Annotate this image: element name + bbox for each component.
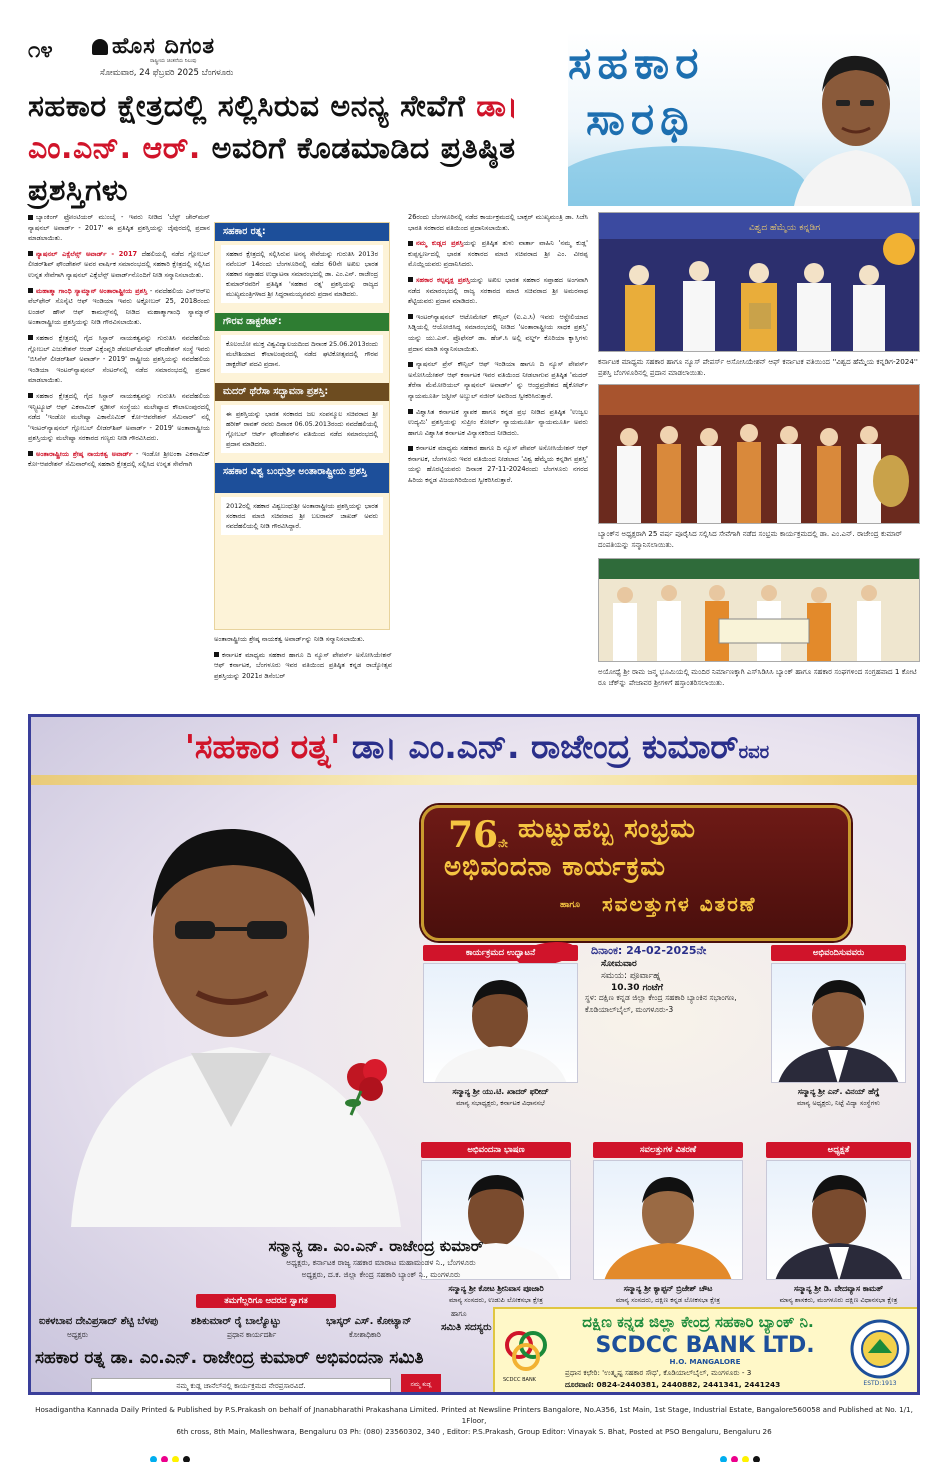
welcome-label: ತಮಗೆಲ್ಲರಿಗೂ ಆದರದ ಸ್ವಾಗತ (196, 1294, 336, 1308)
event-line3: ಸವಲತ್ತುಗಳ ವಿತರಣೆ (602, 892, 757, 916)
sidebox-body: ಸಹಕಾರ ಕ್ಷೇತ್ರದಲ್ಲಿ ಸಲ್ಲಿಸಿರುವ ಅನನ್ಯ ಸೇವೆಯನ್ನು ಗುರುತಿಸಿ 2013ರ ನವೆಂಬರ್ 14ರಂದು ಬೆಂಗಳೂರಿನಲ್ಲಿ ನಡೆದ 60ನೇ ಅಖಿಲ ಭಾರತ ಸಹಕಾರ ಸಪ್ತಾಹದ ಉದ್ಘಾಟನಾ ಸಮಾರಂಭದಲ್ಲಿ ಡಾ. ಎಂ.ಎನ್. ರಾಜೇಂದ್ರ ಕುಮಾರ್‌ರವರಿಗೆ ಪ್ರತಿಷ್ಠಿತ 'ಸಹಕಾರ ರತ್ನ' ಪ್ರಶಸ್ತಿಯನ್ನು ರಾಜ್ಯದ ಮುಖ್ಯಮಂತ್ರಿಗಳಾದ ಶ್ರೀ ಸಿದ್ಧರಾಮಯ್ಯನವರು ಪ್ರದಾನ ಮಾಡಿದರು. (221, 245, 383, 303)
guest-name: ಸನ್ಮಾನ್ಯ ಶ್ರೀ ಎನ್. ವಿನಯ್ ಹೆಗ್ಡೆ (797, 1087, 880, 1096)
guest-role-label: ಅಧ್ಯಕ್ಷತೆ (766, 1142, 911, 1158)
event-venue: ಸ್ಥಳ: ದಕ್ಷಿಣ ಕನ್ನಡ ಜಿಲ್ಲಾ ಕೇಂದ್ರ ಸಹಕಾರಿ ಬ್ಯಾಂಕಿನ ಸಭಾಂಗಣ, ಕೊಡಿಯಾಲ್‌ಬೈಲ್, ಮಂಗಳೂರು-3 (585, 993, 737, 1014)
sidebox-heading: ಗೌರವ ಡಾಕ್ಟರೇಟ್: (215, 313, 389, 331)
guest-photo (771, 963, 906, 1083)
channel-logo: ನಮ್ಮ ಕುಡ್ಲ (401, 1374, 441, 1395)
guest-designation: ಮಾನ್ಯ ಶಾಸಕರು, ಮಂಗಳೂರು ದಕ್ಷಿಣ ವಿಧಾನಸಭಾ ಕ್ಷೇತ್ರ (779, 1296, 898, 1304)
headline-highlight: ಡಾ। ಎಂ.ಎನ್. ಆರ್. (28, 89, 519, 166)
event-and: ಹಾಗೂ (560, 900, 581, 910)
bullet-icon (408, 446, 413, 451)
sidebox-heading: ಮದರ್ ಥೆರೆಸಾ ಸದ್ಭಾವನಾ ಪ್ರಶಸ್ತಿ: (215, 383, 389, 401)
welcome-section (31, 1294, 501, 1395)
imprint-line: Hosadigantha Kannada Daily Printed & Published by P.S.Prakash on behalf of Jnanabharathi Prakashana Limited. Printed at Newsline Printers Bangalore, No.A356, 1st Main, 1st Stage, Industrial Estate, Bangalore560058 and Published at No. 1/1, 1Floor, (35, 1405, 913, 1425)
color-registration-marks (150, 1448, 194, 1462)
article-paragraph: ಸಹಕಾರ ಕ್ಷೇತ್ರದಲ್ಲಿ ಗೈದ ಸಿಸ್ಟಾರ್ ನಾಯಕತ್ವವನ್ನು ಗುರುತಿಸಿ ನವದೆಹಲಿಯ ಗ್ಲೋಬಲ್ ಎಜುಕೇಶನ್ ಆಂಡ್ ಎಕ್ಸೆಂಪ್ಲರಿ ಡೆವಲಪ್‌ಮೆಂಟ್ ಫೌಂಡೇಶನ್ ಸಂಸ್ಥೆ ಇವರು 'ಬಿಸಿನೆಸ್ ಲೀಡರ್‌ಶಿಪ್ ಅವಾರ್ಡ್ - 2019' ರಾಷ್ಟ್ರೀಯ ಪ್ರಶಸ್ತಿಯನ್ನು ನವದೆಹಲಿಯ ಇಂಡಿಯಾ ಇಂಟರ್‌ನ್ಯಾಷನಲ್ ಸೆಂಟರ್‌ನಲ್ಲಿ ನಡೆದ ಸಮಾರಂಭದಲ್ಲಿ ಪ್ರದಾನ ಮಾಡಲಾಯಿತು. (28, 333, 210, 385)
page-number: ೧೪ (28, 38, 53, 63)
article-column-3 (408, 212, 588, 491)
bullet-icon (28, 335, 33, 340)
rose-icon (331, 1047, 401, 1117)
event-date-box (591, 944, 771, 994)
print-line (28, 1404, 920, 1437)
guest-name: ಸನ್ಮಾನ್ಯ ಶ್ರೀ ಕ್ಯಾಪ್ಟನ್ ಬ್ರಿಜೇಶ್ ಚೌಟ (623, 1284, 713, 1293)
color-registration-marks (720, 1448, 764, 1462)
award-ceremony-photo-1 (598, 212, 920, 352)
article-paragraph: ಸಹಕಾರ ಕ್ಷೇತ್ರದಲ್ಲಿ ಗೈದ ಸಿಸ್ಟಾರ್ ನಾಯಕತ್ವವನ್ನು ಗುರುತಿಸಿ ನವದೆಹಲಿಯ ಇನ್ಸ್ಟಿಟ್ಯೂಟ್ ಆಫ್ ಎಕನಾಮಿಕ್ ಸ್ಟಡೀಸ್ ಸಂಸ್ಥೆಯು ಮಲೇಷ್ಯಾದ ಕೌಲಾಲಂಪುರದಲ್ಲಿ ನಡೆದ 'ಇಂಡೋ ಮಲೇಷ್ಯಾ ಎಕಾನೊಮಿಕ್ ಕೋ-ಆಪರೇಶನ್ ಸೆಮಿನಾರ್' ನಲ್ಲಿ 'ಇಂಟರ್‌ನ್ಯಾಷನಲ್ ಗ್ಲೋಬಲ್ ಲೀಡರ್‌ಶಿಪ್ ಅವಾರ್ಡ್ - 2019' ಅಂತಾರಾಷ್ಟ್ರೀಯ ಪ್ರಶಸ್ತಿಯನ್ನು ಮಲೇಷ್ಯಾ ಸರಕಾರದ ಗಣ್ಯರು ನೀಡಿ ಗೌರವಿಸಿದರು. (28, 391, 210, 443)
sahakara-sarathi-banner (568, 32, 920, 206)
welcome-role: ಕೋಶಾಧಿಕಾರಿ (349, 1330, 381, 1339)
guest-name: ಸನ್ಮಾನ್ಯ ಶ್ರೀ ಯು.ಟಿ. ಖಾದರ್ ಫರೀದ್ (452, 1087, 549, 1096)
welcome-and: ಹಾಗೂ (451, 1310, 467, 1318)
article-paragraph: ನ್ಯಾಷನಲ್ ಪ್ರೆಸ್ ಕೌನ್ಸಿಲ್ ಆಫ್ ಇಂಡಿಯಾ ಹಾಗೂ ದಿ ನ್ಯೂಸ್ ಪೇಪರ್ಸ್ ಅಸೋಸಿಯೇಶನ್ ಆಫ್ ಕರ್ನಾಟಕ ಇವರ ವತಿಯಿಂದ ನೀಡಲಾಗುವ ಪ್ರತಿಷ್ಠಿತ 'ಮದರ್ ತೆರೆಸಾ ಮೆಮೋರಿಯಲ್ ನ್ಯಾಷನಲ್ ಅವಾರ್ಡ್' ನ್ನು ಆಂಧ್ರಪ್ರದೇಶದ ಹೈಕೋರ್ಟ್ ನ್ಯಾಯಮೂರ್ತಿ ಜಸ್ಟೀಸ್ ಅಬ್ದುಲ್ ನಜೀರ್ ಅವರಿಂದ ಸ್ವೀಕರಿಸಿರುತ್ತಾರೆ. (408, 360, 588, 400)
bank-logo-icon (501, 1325, 551, 1375)
guest-card-speaker (421, 1142, 571, 1305)
guest-photo (766, 1160, 911, 1280)
guest-card-inaugurator (423, 945, 578, 1108)
photo-caption-2: ಬ್ಯಾಂಕ್‌ನ ಅಧ್ಯಕ್ಷರಾಗಿ 25 ವರ್ಷ ಪೂರೈಸಿದ ಸಲ್ಲಿಸಿದ ಸೇವೆಗಾಗಿ ನಡೆದ ಸಂಭ್ರಮ ಕಾರ್ಯಕ್ರಮದಲ್ಲಿ ಡಾ. ಎಂ.ಎನ್. ರಾಜೇಂದ್ರ ಕುಮಾರ್ ದಂಪತಿಯನ್ನು ಸನ್ಮಾನಿಸಲಾಯಿತು. (598, 529, 903, 549)
welcome-name: ಐಕಳಬಾವ ದೇವಿಪ್ರಸಾದ್ ಶೆಟ್ಟಿ ಬೆಳಪು (39, 1316, 159, 1327)
article-paragraph: ಕರ್ನಾಟಕ ಮಾಧ್ಯಮ ಸಹಕಾರ ಹಾಗೂ ದಿ ನ್ಯೂಸ್ ಪೇಪರ್ಸ್ ಅಸೋಸಿಯೇಶನ್ ಆಫ್ ಕರ್ನಾಟಕ, ಬೆಂಗಳೂರು ಇವರ ವತಿಯಿಂದ ಪ್ರತಿಷ್ಠಿತ ಕನ್ನಡ ರಾಜ್ಯೋತ್ಸವ ಪ್ರಶಸ್ತಿಯನ್ನು 2021ರ ಡಿಸೆಂಬರ್ (214, 650, 392, 680)
bank-phone: ದೂರವಾಣಿ: 0824-2440381, 2440882, 2441341, 2441243 (565, 1380, 781, 1389)
bullet-icon (408, 409, 413, 414)
guest-role-label: ಕಾರ್ಯಕ್ರಮದ ಉದ್ಘಾಟನೆ (423, 945, 578, 961)
article-paragraph: ಅಂತಾರಾಷ್ಟ್ರೀಯ ಶ್ರೇಷ್ಠ ನಾಯಕತ್ವ ಅವಾರ್ಡ್‌ನ್ನು ನೀಡಿ ಸನ್ಮಾನಿಸಲಾಯಿತು. (214, 635, 365, 643)
birthday-advertisement (28, 714, 920, 1395)
article-column-1 (28, 212, 210, 475)
welcome-role: ಪ್ರಧಾನ ಕಾರ್ಯದರ್ಶಿ (227, 1330, 277, 1339)
event-time: 10.30 ಗಂಟೆಗೆ (611, 983, 663, 993)
event-date: ದಿನಾಂಕ: 24-02-2025ನೇ (591, 944, 707, 957)
event-line1: ಹುಟ್ಟುಹಬ್ಬ ಸಂಭ್ರಮ (518, 814, 696, 844)
bank-seal-text: ESTD:1913 (863, 1380, 897, 1387)
event-day: ಸೋಮವಾರ (601, 959, 637, 969)
sidebox-heading: ಸಹಕಾರ ವಿಶ್ವ ಬಂಧುಶ್ರೀ ಅಂತಾರಾಷ್ಟ್ರೀಯ ಪ್ರಶಸ್ತಿ (215, 463, 389, 493)
bullet-icon (28, 451, 33, 456)
guest-photo (423, 963, 578, 1083)
hero-role: ಅಧ್ಯಕ್ಷರು, ದ.ಕ. ಜಿಲ್ಲಾ ಕೇಂದ್ರ ಸಹಕಾರಿ ಬ್ಯಾಂಕ್ ನಿ., ಮಂಗಳೂರು (301, 1270, 461, 1279)
award-ceremony-photo-2 (598, 384, 920, 524)
photo-caption-1: ಕರ್ನಾಟಕ ಮಾಧ್ಯಮ ಸಹಕಾರ ಹಾಗೂ ನ್ಯೂಸ್ ಪೇಪರ್ಸ್ ಅಸೋಸಿಯೇಶನ್ ಆಫ್ ಕರ್ನಾಟಕ ವತಿಯಿಂದ ''ವಿಶ್ವದ ಹೆಮ್ಮೆಯ ಕನ್ನಡಿಗ-2024'' ಪ್ರಶಸ್ತಿ ಬೆಂಗಳೂರಿನಲ್ಲಿ ಪ್ರದಾನ ಮಾಡಲಾಯಿತು. (598, 357, 918, 377)
bullet-icon (214, 652, 219, 657)
bullet-icon (28, 215, 33, 220)
dateline: ಸೋಮವಾರ, 24 ಫೆಬ್ರವರಿ 2025 ಬೆಂಗಳೂರು (100, 68, 234, 78)
sidebox-body: 2012ರಲ್ಲಿ ಸಹಕಾರ ವಿಶ್ವಬಂಧುಶ್ರೀ ಅಂತಾರಾಷ್ಟ್ರೀಯ ಪ್ರಶಸ್ತಿಯನ್ನು ಭಾರತ ಸರಕಾರದ ಮಾಜಿ ಸಚಿವರಾದ ಶ್ರೀ ಬಲರಾಮ್ ಜಾಖಡ್ ಅವರು ನವದೆಹಲಿಯಲ್ಲಿ ನೀಡಿ ಗೌರವಿಸಿದ್ದಾರೆ. (221, 497, 383, 535)
guest-card-distributor (593, 1142, 743, 1305)
bullet-icon (28, 288, 33, 293)
bank-sponsor-box (493, 1307, 920, 1395)
banner-line1: ಸಹಕಾರ (568, 38, 705, 89)
bank-address: ಪ್ರಧಾನ ಕಛೇರಿ: 'ಉತ್ಕೃಷ್ಟ ಸಹಕಾರ ಸೌಧ', ಕೊಡಿಯಾಲ್‌ಬೈಲ್, ಮಂಗಳೂರು - 3 (565, 1368, 752, 1377)
article-paragraph: ನ್ಯಾಷನಲ್ ಎಕ್ಸೆಲೆನ್ಸ್ ಅವಾರ್ಡ್ - 2017 ದೆಹಲಿಯಲ್ಲಿ ನಡೆದ ಗ್ಲೋಬಲ್ ಲೀಡರ್‌ಶಿಪ್ ಫೌಂಡೇಶನ್ ಅವರ ವಾರ್ಷಿಕ ಸಮಾರಂಭದಲ್ಲಿ ಸಹಕಾರಿ ಕ್ಷೇತ್ರದಲ್ಲಿ ಸಲ್ಲಿಸಿದ ಉನ್ನತ ಸೇವೆಗಾಗಿ ನ್ಯಾಷನಲ್ ಎಕ್ಸೆಲೆನ್ಸ್ ಅವಾರ್ಡ್‌ನೊಂದಿಗೆ ನೀಡಿ ಸನ್ಮಾನಿಸಲಾಯಿತು. (28, 249, 210, 279)
article-paragraph: ಅಂತಾರಾಷ್ಟ್ರೀಯ ಶ್ರೇಷ್ಠ ನಾಯಕತ್ವ ಅವಾರ್ಡ್ - ಇಂಡೋ ಶ್ರೀಲಂಕಾ ಎಕನಾಮಿಕ್ ಕೋ-ಆಪರೇಶನ್ ಸೆಮಿನಾರ್‌ನಲ್ಲಿ ಸಹಕಾರಿ ಕ್ಷೇತ್ರದಲ್ಲಿ ಸಲ್ಲಿಸಿದ ಉನ್ನತ ಸೇವೆಗಾಗಿ (28, 449, 210, 469)
bullet-icon (408, 362, 413, 367)
hero-role: ಅಧ್ಯಕ್ಷರು, ಕರ್ನಾಟಕ ರಾಜ್ಯ ಸಹಕಾರ ಮಾರಾಟ ಮಹಾಮಂಡಳ ನಿ., ಬೆಂಗಳೂರು (286, 1258, 476, 1267)
stage-banner-text: ವಿಶ್ವದ ಹೆಮ್ಮೆಯ ಕನ್ನಡಿಗ (749, 223, 821, 233)
article-paragraph: ಕರ್ನಾಟಕ ಮಾಧ್ಯಮ ಸಹಕಾರ ಹಾಗೂ ದಿ ನ್ಯೂಸ್ ಪೇಪರ್ ಅಸೋಸಿಯೇಶನ್ ಆಫ್ ಕರ್ನಾಟಕ, ಬೆಂಗಳೂರು ಇವರ ವತಿಯಿಂದ ನೀಡಲಾದ 'ವಿಶ್ವ ಹೆಮ್ಮೆಯ ಕನ್ನಡಿಗ ಪ್ರಶಸ್ತಿ' ಯನ್ನು ಹೊರಟ್ಟಿಯವರು ದಿನಾಂಕ 27-11-2024ರಂದು ಬೆಂಗಳೂರು ನಗರದ ಹಿರಿಯ ಕನ್ನಡ ವಿಜಯಗಿರಿಯಿಂದ ಸ್ವೀಕರಿಸಿರುತ್ತಾರೆ. (408, 444, 588, 485)
imprint-line: 6th cross, 8th Main, Malleshwara, Bengaluru 03 Ph: (080) 23560302, 340 , Editor: P.S.Prakash, Group Editor: Vinayak S. Bhat, Posted at PSO Bengaluru, Bengaluru 26 (176, 1427, 772, 1436)
bullet-icon (28, 251, 33, 256)
article-paragraph: ನಮ್ಮ ಕುಡ್ಲದ ಪ್ರಶಸ್ತಿಯನ್ನು ಪ್ರತಿಷ್ಠಿತ ತುಳು ವಾರ್ತಾ ವಾಹಿನಿ 'ನಮ್ಮ ಕುಡ್ಲ' ಕುಪ್ಪಸ್ವರ್ಣದಲ್ಲಿ ಭಾರತ ಸರಕಾರದ ಮಾಜಿ ಸಚಿವರಾದ ಶ್ರೀ ಎಂ. ವೀರಪ್ಪ ಮೊಯ್ಲಿಯವರು ಪ್ರದಾನಿಸಿದರು. (408, 239, 588, 269)
article-paragraph: ಮಹಾತ್ಮಾ ಗಾಂಧಿ ಸ್ಯಾಮ್ಮಾನ್ ಅಂತಾರಾಷ್ಟ್ರೀಯ ಪ್ರಶಸ್ತಿ - ನವದೆಹಲಿಯ ಎನ್‌ಆರ್‌ಐ ವೆಲ್‌ಫೇರ್ ಸೊಸೈಟಿ ಆಫ್ ಇಂಡಿಯಾ ಇವರು ಅಕ್ಟೋಬರ್ 25, 2018ರಂದು ಲಂಡನ್ ಹೌಸ್ ಆಫ್ ಕಾಮನ್ಸ್‌ನಲ್ಲಿ ನೀಡಿದ ಮಹಾತ್ಮಾಗಾಂಧಿ ಸ್ಯಾಮ್ಮಾನ್ ಅಂತಾರಾಷ್ಟ್ರೀಯ ಪ್ರಶಸ್ತಿಯನ್ನು ನೀಡಿ ಗೌರವಿಸಲಾಯಿತು. (28, 286, 210, 327)
sidebox-heading: ಸಹಕಾರ ರತ್ನ: (215, 223, 389, 241)
guest-designation: ಮಾನ್ಯ ಅಧ್ಯಕ್ಷರು, ನಿಟ್ಟೆ ವಿದ್ಯಾ ಸಂಸ್ಥೆಗಳು (797, 1099, 880, 1107)
banner-portrait-photo (794, 32, 912, 206)
ad-title: 'ಸಹಕಾರ ರತ್ನ' ಡಾ। ಎಂ.ಎನ್. ರಾಜೇಂದ್ರ ಕುಮಾರ್ರವರ (184, 727, 770, 766)
photo-caption-3: ಅಯೋಧ್ಯೆ ಶ್ರೀ ರಾಮ ಜನ್ಮ ಭೂಮಿಯಲ್ಲಿ ಮಂದಿರ ನಿರ್ಮಾಣಕ್ಕಾಗಿ ಎಸ್‌ಸಿಡಿಸಿಸಿ ಬ್ಯಾಂಕ್ ಹಾಗೂ ಸಹಕಾರ ಸಂಘಗಳಿಂದ ಸಂಗ್ರಹವಾದ 1 ಕೋಟಿ ರೂ ಚೆಕ್‌ನ್ನು ಪೇಜಾವರ ಶ್ರೀಗಳಿಗೆ ಹಸ್ತಾಂತರಿಸಲಾಯಿತು. (598, 667, 917, 687)
page-headline (28, 86, 568, 212)
event-title-banner (421, 805, 851, 941)
headline-part1: ಸಹಕಾರ ಕ್ಷೇತ್ರದಲ್ಲಿ ಸಲ್ಲಿಸಿರುವ ಅನನ್ಯ ಸೇವೆಗೆ (28, 89, 477, 124)
birthday-number: 76ನೇ (448, 814, 508, 856)
guest-card-president (766, 1142, 911, 1305)
welcome-name: ಶಶಿಕುಮಾರ್ ರೈ ಬಾಲ್ಯೊಟ್ಟು (191, 1316, 281, 1327)
guest-designation: ಮಾನ್ಯ ಸಂಸದರು, ದಕ್ಷಿಣ ಕನ್ನಡ ಲೋಕಸಭಾ ಕ್ಷೇತ್ರ (615, 1296, 721, 1304)
article-paragraph: 26ರಂದು ಬೆಂಗಳೂರಿನಲ್ಲಿ ನಡೆದ ಕಾರ್ಯಕ್ರಮದಲ್ಲಿ ಬಾಕ್ಸರ್ ಮುಖ್ಯಮಂತ್ರಿ ಡಾ. ಸಿಜೆಸಿ ಭಾರತಿ ಸರಕಾರದ ವತಿಯಿಂದ ಪ್ರದಾನಿಸಲಾಯಿತು. (408, 213, 588, 232)
article-paragraph: ಬ್ಯಾಂಕಿಂಗ್ ಫ್ರೋಂಟಿಯರ್ ಮುಂಬೈ - ಇವರು ನೀಡಿದ 'ಬೆಸ್ಟ್ ಚೇರ್‌ಮನ್ ನ್ಯಾಷನಲ್ ಅವಾರ್ಡ್ - 2017' ಈ ಪ್ರತಿಷ್ಠಿತ ಪ್ರಶಸ್ತಿಯನ್ನು ಜೈಪುರದಲ್ಲಿ ಪ್ರದಾನ ಮಾಡಲಾಯಿತು. (28, 213, 210, 243)
bullet-icon (28, 393, 33, 398)
committee-name: ಸಹಕಾರ ರತ್ನ ಡಾ. ಎಂ.ಎನ್. ರಾಜೇಂದ್ರ ಕುಮಾರ್ ಅಭಿವಂದನಾ ಸಮಿತಿ (35, 1348, 424, 1368)
article-paragraph: ಸಹಕಾರ ಕಲ್ಪವೃಕ್ಷ ಪ್ರಶಸ್ತಿಯನ್ನು ಅಖಿಲ ಭಾರತ ಸಹಕಾರ ಸಪ್ತಾಹದ ಅಂಗವಾಗಿ ನಡೆದ ಸಮಾರಂಭದಲ್ಲಿ ರಾಜ್ಯ ಸರಕಾರದ ಮಾಜಿ ಸಚಿವರಾದ ಶ್ರೀ ಅಮರನಾಥ ಶೆಟ್ಟಿಯವರು ಪ್ರದಾನ ಮಾಡಿದರು. (408, 275, 588, 306)
article-column-2-bottom (214, 634, 392, 686)
guest-designation: ಮಾನ್ಯ ಸಭಾಧ್ಯಕ್ಷರು, ಕರ್ನಾಟಕ ವಿಧಾನಸಭೆ (456, 1099, 545, 1107)
bank-seal-icon (848, 1317, 912, 1387)
cheque-handover-photo (598, 558, 920, 662)
lamp-icon (92, 39, 108, 55)
guest-name: ಸನ್ಮಾನ್ಯ ಶ್ರೀ ಕೋಟ ಶ್ರೀನಿವಾಸ ಪೂಜಾರಿ (448, 1284, 544, 1293)
guest-role-label: ಅಭಿವಂದಿಸುವವರು (771, 945, 906, 961)
bank-logo-caption: SCDCC BANK (503, 1377, 536, 1383)
guest-role-label: ಸವಲತ್ತುಗಳ ವಿತರಣೆ (593, 1142, 743, 1158)
welcome-name: ಸಮಿತಿ ಸದಸ್ಯರು (441, 1322, 492, 1333)
guest-photo (593, 1160, 743, 1280)
guest-name: ಸನ್ಮಾನ್ಯ ಶ್ರೀ ಡಿ. ವೇದವ್ಯಾಸ ಕಾಮತ್ (793, 1284, 884, 1293)
bank-name-kannada: ದಕ್ಷಿಣ ಕನ್ನಡ ಜಿಲ್ಲಾ ಕೇಂದ್ರ ಸಹಕಾರಿ ಬ್ಯಾಂಕ್ ನಿ. (582, 1313, 814, 1331)
welcome-role: ಅಧ್ಯಕ್ಷರು (67, 1330, 88, 1339)
guest-card-felicitator (771, 945, 906, 1108)
event-line2: ಅಭಿವಂದನಾ ಕಾರ್ಯಕ್ರಮ (444, 852, 667, 882)
bullet-icon (408, 314, 413, 319)
bank-head-office: H.O. MANGALORE (669, 1357, 741, 1366)
event-time-label: ಸಮಯ: ಪೂರ್ವಾಹ್ನ (601, 971, 661, 981)
bank-name-english: SCDCC BANK LTD. (595, 1333, 815, 1358)
live-telecast-note: ನಮ್ಮ ಕುಡ್ಲ ಚಾನೆಲ್‌ನಲ್ಲಿ ಕಾರ್ಯಕ್ರಮದ ನೇರಪ್ರಸಾರವಿದೆ. (91, 1378, 391, 1394)
masthead-text: ಹೊಸ ದಿಗಂತ (112, 34, 216, 59)
title-ribbon (31, 775, 920, 785)
headline-part2: ಅವರಿಗೆ ಕೊಡಮಾಡಿದ ಪ್ರತಿಷ್ಠಿತ ಪ್ರಶಸ್ತಿಗಳು (28, 131, 516, 208)
hero-portrait-photo (71, 797, 401, 1227)
guest-role-label: ಅಭಿವಂದನಾ ಭಾಷಣ (421, 1142, 571, 1158)
article-paragraph: ಇಂಟರ್‌ನ್ಯಾಷನಲ್ ಆಟೊಮೇಟ್ ಕೌನ್ಸಿಲ್ (ಐ.ಎ.ಸಿ) ಇವರು ಆಸ್ಟ್ರೇಲಿಯಾದ ಸಿಡ್ನಿಯಲ್ಲಿ ಆಯೋಜಿಸಿದ್ದ ಸಮಾರಂಭದಲ್ಲಿ ನೀಡಿದ 'ಅಂತಾರಾಷ್ಟ್ರೀಯ ಸಾಧಕ ಪ್ರಶಸ್ತಿ' ಯನ್ನು ಯು.ಎಸ್. ಪ್ರೊಫೆಸರ್ ಡಾ. ಹೆಚ್.ಸಿ ಅಲ್ಲಿ ವರ್ಲ್ಡ್ ಕೊರಿಯಾ ಕ್ಯಾಸ್ತಿಗಳು ಪ್ರದಾನ ಮಾಡಿ ಸನ್ಮಾನಿಸಲಾಯಿತು. (408, 312, 588, 353)
banner-line2: ಸಾರಥಿ (586, 94, 695, 145)
masthead-tagline: ರಾಷ್ಟ್ರೀಯ ಚಿಂತನೆಯ ನಿಲುವು (150, 58, 197, 64)
sidebox-body: ಈ ಪ್ರಶಸ್ತಿಯನ್ನು ಭಾರತ ಸರಕಾರದ ಜಲ ಸಂಪನ್ಮೂಲ ಸಚಿವರಾದ ಶ್ರೀ ಹರೀಶ್ ರಾವತ್ ರವರು ದಿನಾಂಕ 06.05.2013ರಂದು ನವದೆಹಲಿಯಲ್ಲಿ ಗ್ಲೋಬಲ್ ಆರ್ಟ್ ಫೌಂಡೇಶನ್‌ನ ವತಿಯಿಂದ ನಡೆದ ಸಮಾರಂಭದಲ್ಲಿ ಪ್ರದಾನ ಮಾಡಿದರು. (221, 405, 383, 453)
banner-wave (568, 146, 808, 206)
article-paragraph: ವಿಶ್ವಾಸಿತ ಕರ್ನಾಟಕ ಸ್ಥಾಪಕ ಹಾಗೂ ಕನ್ನಡ ಪ್ರಭ ನೀಡಿದ ಪ್ರತಿಷ್ಠಿತ 'ಉಜ್ವಲ ಉದ್ಯಮಿ' ಪ್ರಶಸ್ತಿಯನ್ನು ಸುಪ್ರೀಂ ಕೋರ್ಟ್ ನ್ಯಾಯಮೂರ್ತಿ ನ್ಯಾಯಮೂರ್ತಿ ಅವರು ಹಾಗೂ ವಿಶ್ವಾಸಿತ ಕರ್ನಾಟಕ ವಿನ್ಯಾಸಕರಿಂದ ನೀಡಿದರು. (408, 407, 588, 437)
guest-designation: ಮಾನ್ಯ ಸಂಸದರು, ಉಡುಪಿ ಲೋಕಸಭಾ ಕ್ಷೇತ್ರ (449, 1296, 543, 1304)
masthead (92, 34, 215, 59)
bullet-icon (408, 277, 413, 282)
bullet-icon (408, 241, 413, 246)
sidebox-body: ಕೊಲಂಬೋ ಮುಕ್ತ ವಿಶ್ವವಿದ್ಯಾಲಯದಿಂದ ದಿನಾಂಕ 25.06.2013ರಂದು ಮಲೇಶಿಯಾದ ಕೌಲಾಲಂಪುರದಲ್ಲಿ ನಡೆದ ಘಟಿಕೋತ್ಸವದಲ್ಲಿ ಗೌರವ ಡಾಕ್ಟರೇಟ್ ಪದವಿ ಪ್ರದಾನ. (221, 335, 383, 373)
awards-sidebox (214, 222, 390, 630)
welcome-name: ಭಾಸ್ಕರ್ ಎಸ್. ಕೋಟ್ಯಾನ್ (326, 1316, 412, 1327)
hero-name: ಸನ್ಮಾನ್ಯ ಡಾ. ಎಂ.ಎನ್. ರಾಜೇಂದ್ರ ಕುಮಾರ್ (268, 1237, 484, 1255)
